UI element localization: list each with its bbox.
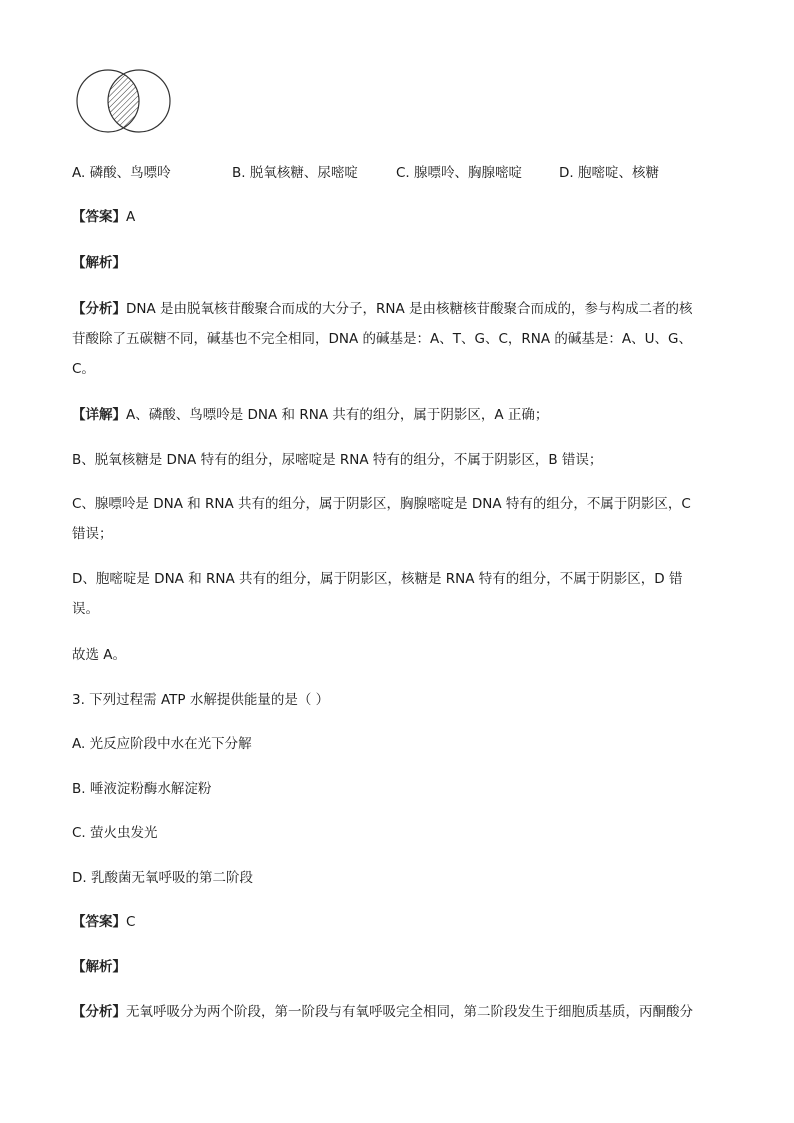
detail-line-c2: 错误； — [72, 526, 113, 542]
option-b: B. 脱氧核糖、尿嘧啶 — [232, 165, 358, 181]
question-3-stem: 3. 下列过程需 ATP 水解提供能量的是（ ） — [72, 692, 330, 708]
answer-line — [72, 207, 135, 227]
detail-tag: 【详解】 — [72, 407, 126, 423]
answer-value: A — [126, 209, 136, 225]
analysis-line-3: C。 — [72, 361, 95, 377]
detail-line-d2: 误。 — [72, 601, 99, 617]
q3-option-d: D. 乳酸菌无氧呼吸的第二阶段 — [72, 870, 253, 886]
conclusion-line: 故选 A。 — [72, 647, 127, 663]
analysis-tag-q3: 【分析】 — [72, 1004, 126, 1020]
q3-option-c: C. 萤火虫发光 — [72, 825, 158, 841]
analysis-line-1 — [72, 299, 693, 319]
detail-line-a — [72, 405, 548, 425]
answer-tag: 【答案】 — [72, 209, 126, 225]
detail-line-d1: D、胞嘧啶是 DNA 和 RNA 共有的组分，属于阴影区，核糖是 RNA 特有的组分，不属于阴影区，D 错 — [72, 571, 683, 587]
q3-option-b: B. 唾液淀粉酶水解淀粉 — [72, 781, 212, 797]
analysis-q3-text-1: 无氧呼吸分为两个阶段，第一阶段与有氧呼吸完全相同，第二阶段发生于细胞质基质，丙酮酸分 — [126, 1004, 693, 1020]
answer-value-q3: C — [126, 914, 136, 930]
option-a: A. 磷酸、鸟嘌呤 — [72, 165, 171, 181]
jiexi-heading-q3: 【解析】 — [72, 959, 126, 975]
analysis-line-2: 苷酸除了五碳糖不同，碱基也不完全相同，DNA 的碱基是：A、T、G、C，RNA 的碱基是：A、U、G、 — [72, 331, 692, 347]
detail-line-b: B、脱氧核糖是 DNA 特有的组分，尿嘧啶是 RNA 特有的组分，不属于阴影区，B 错误； — [72, 452, 603, 468]
option-c: C. 腺嘌呤、胸腺嘧啶 — [396, 165, 523, 181]
venn-diagram — [74, 69, 174, 135]
analysis-q3-line-1 — [72, 1002, 693, 1022]
q3-option-a: A. 光反应阶段中水在光下分解 — [72, 736, 252, 752]
answer-tag-q3: 【答案】 — [72, 914, 126, 930]
detail-line-c1: C、腺嘌呤是 DNA 和 RNA 共有的组分，属于阴影区，胸腺嘧啶是 DNA 特有的组分，不属于阴影区，C — [72, 496, 691, 512]
answer-line-q3 — [72, 912, 135, 932]
detail-text-a: A、磷酸、鸟嘌呤是 DNA 和 RNA 共有的组分，属于阴影区，A 正确； — [126, 407, 549, 423]
jiexi-heading: 【解析】 — [72, 255, 126, 271]
option-d: D. 胞嘧啶、核糖 — [559, 165, 659, 181]
analysis-tag: 【分析】 — [72, 301, 126, 317]
analysis-text-1: DNA 是由脱氧核苷酸聚合而成的大分子，RNA 是由核糖核苷酸聚合而成的，参与构成二者的核 — [126, 301, 693, 317]
